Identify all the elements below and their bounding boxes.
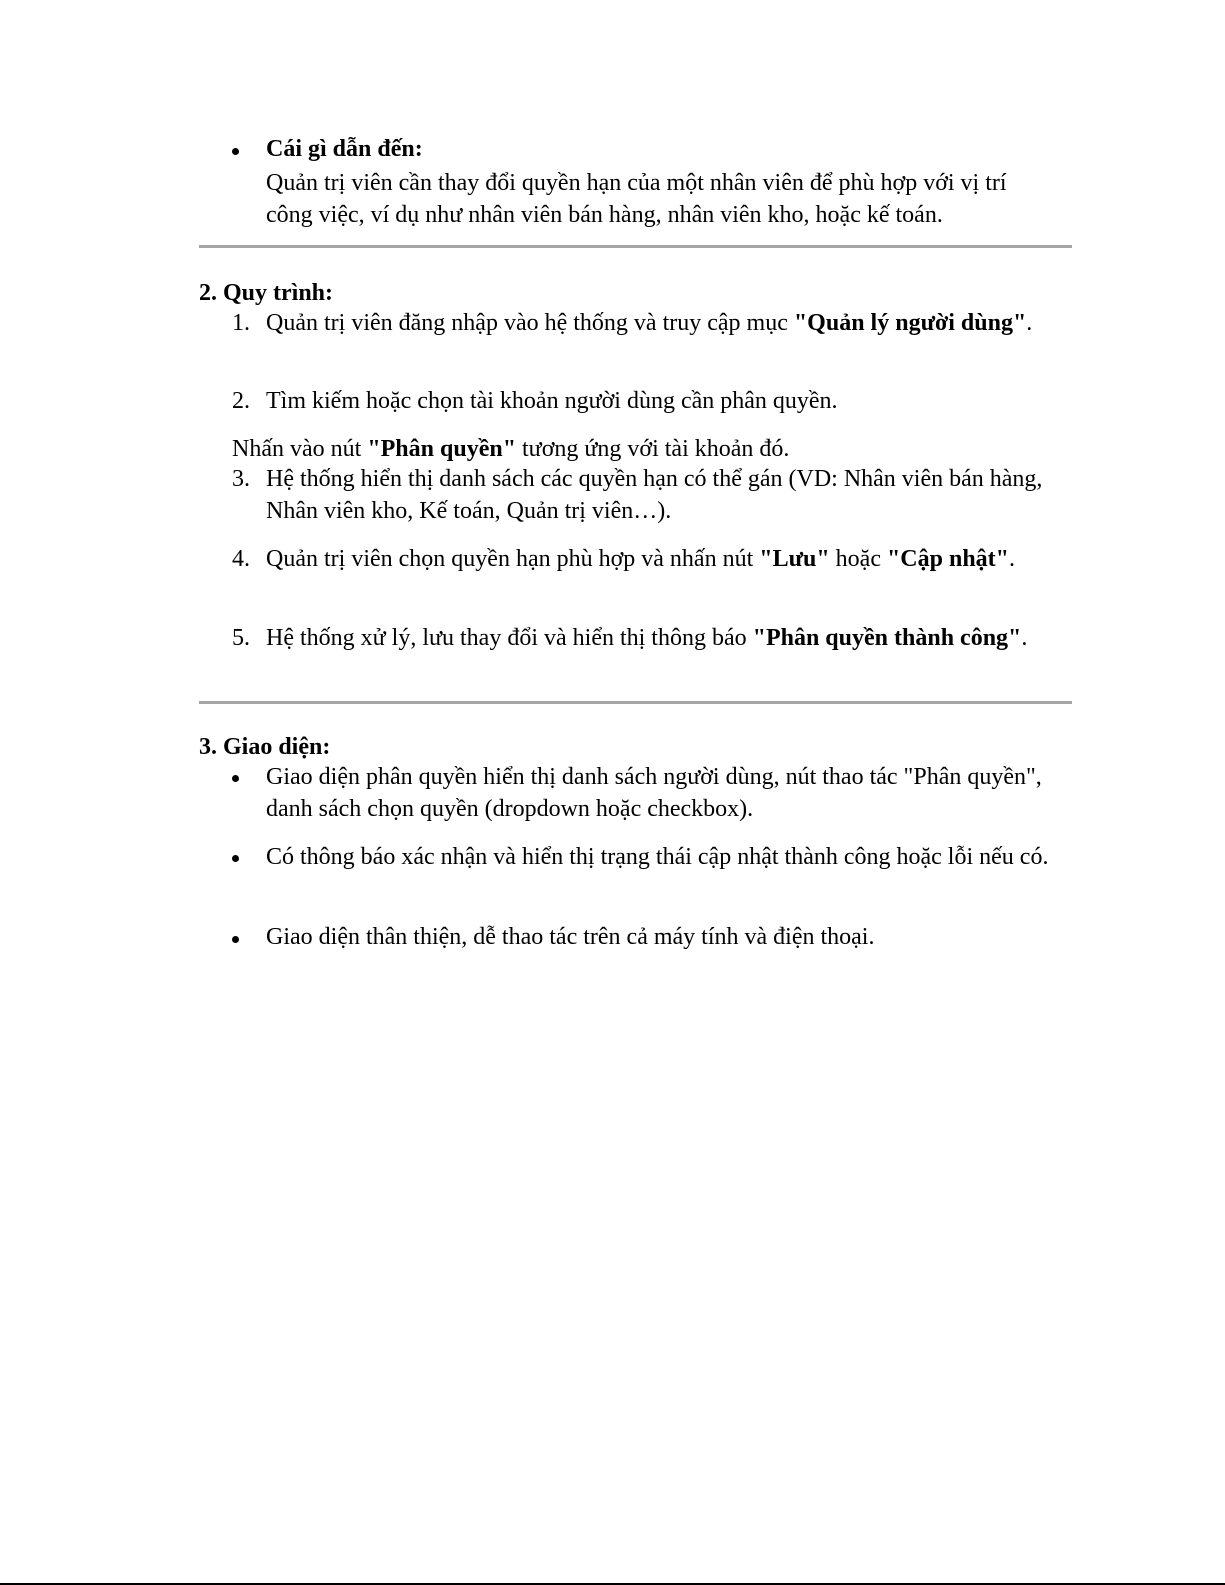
bullet-item-trigger: [266, 133, 1056, 231]
bullet-dot: [232, 936, 239, 943]
horizontal-rule: [199, 701, 1072, 704]
bullet-dot: [232, 775, 239, 782]
step-bold-text: "Quản lý người dùng": [793, 310, 1027, 336]
step-number: 3.: [232, 466, 250, 492]
step-number: 4.: [232, 546, 250, 572]
step-text: .: [1009, 546, 1015, 572]
step-note: [232, 433, 1062, 465]
note-text: Nhấn vào nút: [232, 436, 368, 462]
step-1: [266, 307, 1056, 339]
step-4: [266, 543, 1026, 575]
step-text: Quản trị viên đăng nhập vào hệ thống và truy cập mục: [266, 310, 794, 336]
step-5: [266, 622, 1036, 654]
note-bold-text: "Phân quyền": [367, 436, 517, 462]
horizontal-rule: [199, 245, 1072, 248]
step-2: [266, 385, 1056, 417]
section-heading-process: 2. Quy trình:: [199, 280, 334, 306]
step-bold-text: "Phân quyền thành công": [752, 625, 1022, 651]
step-text: hoặc: [829, 546, 887, 572]
step-text: Hệ thống hiển thị danh sách các quyền hạn có thể gán (VD: Nhân viên bán hàng, Nhân viên kho, Kế toán, Quản trị viên…).: [266, 466, 1043, 524]
interface-bullet: Giao diện thân thiện, dễ thao tác trên cả máy tính và điện thoại.: [266, 924, 875, 950]
step-bold-text: "Lưu": [759, 546, 830, 572]
step-text: Quản trị viên chọn quyền hạn phù hợp và nhấn nút: [266, 546, 760, 572]
step-text: .: [1026, 310, 1033, 336]
step-bold-text: "Cập nhật": [886, 546, 1009, 572]
step-text: Tìm kiếm hoặc chọn tài khoản người dùng cần phân quyền.: [266, 388, 838, 414]
section-heading-interface: 3. Giao diện:: [199, 734, 331, 760]
interface-bullet: Giao diện phân quyền hiển thị danh sách người dùng, nút thao tác "Phân quyền", danh sách chọn quyền (dropdown hoặc checkbox).: [266, 764, 1042, 822]
bullet-text: Quản trị viên cần thay đổi quyền hạn của một nhân viên để phù hợp với vị trí công việc, ví dụ như nhân viên bán hàng, nhân viên kho, hoặc kế toán.: [266, 170, 1007, 228]
step-number: 1.: [232, 310, 250, 336]
step-text: Hệ thống xử lý, lưu thay đổi và hiển thị thông báo: [266, 625, 753, 651]
bullet-dot: [232, 855, 239, 862]
bullet-dot: [232, 148, 239, 155]
step-text: .: [1021, 625, 1028, 651]
note-text: tương ứng với tài khoản đó.: [516, 436, 790, 462]
step-number: 2.: [232, 388, 250, 414]
step-3: [266, 463, 1056, 527]
bullet-title: Cái gì dẫn đến:: [266, 136, 423, 162]
interface-bullet: Có thông báo xác nhận và hiển thị trạng thái cập nhật thành công hoặc lỗi nếu có.: [266, 844, 1049, 870]
step-number: 5.: [232, 625, 250, 651]
